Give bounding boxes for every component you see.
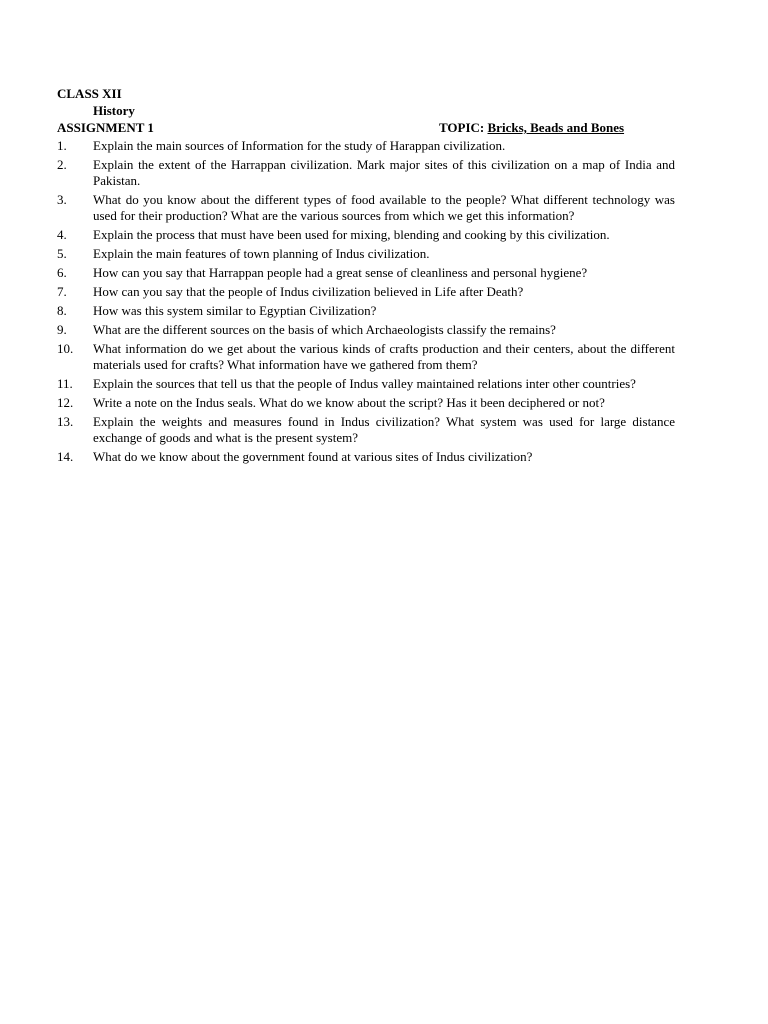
question-text: Write a note on the Indus seals. What do we know about the script? Has it been deciphered or not? <box>93 395 605 410</box>
question-item <box>57 157 675 189</box>
question-number: 9. <box>57 322 67 337</box>
assignment-row <box>57 120 675 138</box>
class-label: CLASS XII <box>57 86 122 101</box>
question-text: Explain the process that must have been used for mixing, blending and cooking by this civilization. <box>93 227 610 242</box>
question-number: 10. <box>57 341 74 356</box>
question-text: Explain the weights and measures found in Indus civilization? What system was used for large distance exchange of goods and what is the present system? <box>93 414 675 445</box>
question-item <box>57 303 675 319</box>
question-item <box>57 341 675 373</box>
question-text: Explain the main sources of Information for the study of Harappan civilization. <box>93 138 506 153</box>
question-item <box>57 192 675 224</box>
question-item <box>57 284 675 300</box>
question-item <box>57 376 675 392</box>
question-number: 4. <box>57 227 67 242</box>
topic-title: Bricks, Beads and Bones <box>487 120 625 135</box>
question-number: 1. <box>57 138 67 153</box>
topic-heading <box>439 120 624 136</box>
question-text: What information do we get about the various kinds of crafts production and their centers, about the different materials used for crafts? What information have we gathered from them? <box>93 341 675 372</box>
question-item <box>57 449 675 465</box>
question-item <box>57 246 675 262</box>
question-text: What do we know about the government found at various sites of Indus civilization? <box>93 449 533 464</box>
assignment-label: ASSIGNMENT 1 <box>57 120 154 135</box>
question-number: 6. <box>57 265 67 280</box>
question-number: 11. <box>57 376 73 391</box>
document-page <box>57 86 675 468</box>
question-text: How can you say that the people of Indus civilization believed in Life after Death? <box>93 284 524 299</box>
question-text: What do you know about the different types of food available to the people? What different technology was used for their production? What are the various sources from which we get this information? <box>93 192 675 223</box>
subject-label: History <box>93 103 135 118</box>
question-list <box>57 138 675 465</box>
question-number: 5. <box>57 246 67 261</box>
question-item <box>57 265 675 281</box>
topic-label: TOPIC: <box>439 120 488 135</box>
question-text: Explain the extent of the Harrappan civilization. Mark major sites of this civilization on a map of India and Pakistan. <box>93 157 675 188</box>
question-text: What are the different sources on the basis of which Archaeologists classify the remains? <box>93 322 556 337</box>
question-item <box>57 227 675 243</box>
question-text: Explain the sources that tell us that the people of Indus valley maintained relations inter other countries? <box>93 376 636 391</box>
question-number: 2. <box>57 157 67 172</box>
question-text: Explain the main features of town planning of Indus civilization. <box>93 246 430 261</box>
question-text: How was this system similar to Egyptian Civilization? <box>93 303 377 318</box>
question-item <box>57 322 675 338</box>
question-number: 13. <box>57 414 74 429</box>
question-item <box>57 395 675 411</box>
question-number: 12. <box>57 395 74 410</box>
question-number: 8. <box>57 303 67 318</box>
question-number: 14. <box>57 449 74 464</box>
question-number: 3. <box>57 192 67 207</box>
question-item <box>57 138 675 154</box>
question-text: How can you say that Harrappan people had a great sense of cleanliness and personal hygiene? <box>93 265 588 280</box>
question-item <box>57 414 675 446</box>
question-number: 7. <box>57 284 67 299</box>
